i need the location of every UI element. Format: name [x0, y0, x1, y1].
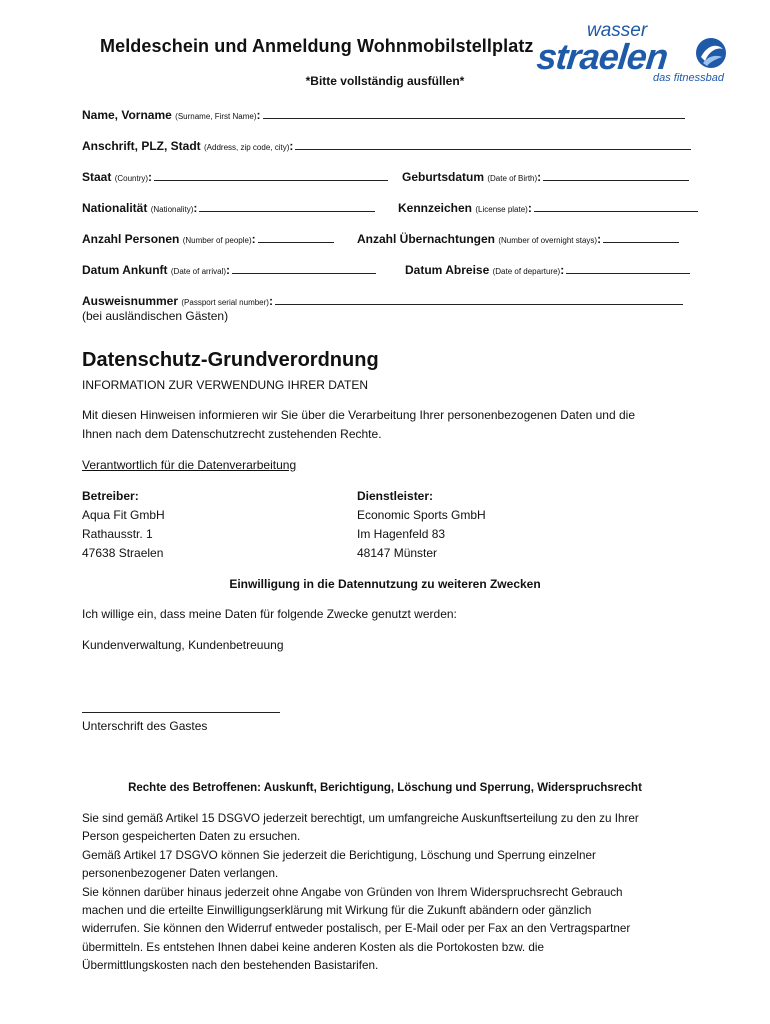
field-nationality-hint: (Nationality)	[150, 205, 194, 214]
field-country[interactable]: Staat (Country):	[82, 170, 388, 184]
logo-swoosh-icon	[695, 37, 727, 69]
field-persons-hint: (Number of people)	[182, 236, 252, 245]
page-title: Meldeschein und Anmeldung Wohnmobilstellplatz	[100, 36, 534, 56]
field-address-hint: (Address, zip code, city)	[204, 143, 290, 152]
field-nationality-line[interactable]	[199, 202, 375, 212]
rights-line: Person gespeicherten Daten zu ersuchen.	[82, 830, 301, 844]
field-nationality[interactable]: Nationalität (Nationality):	[82, 201, 375, 215]
field-name-hint: (Surname, First Name)	[175, 112, 257, 121]
rights-line: personenbezogener Daten verlangen.	[82, 867, 279, 881]
field-passport-line[interactable]	[275, 295, 683, 305]
logo-word-top: wasser	[587, 20, 648, 41]
field-arrival-hint: (Date of arrival)	[170, 267, 227, 276]
rights-line: Sie sind gemäß Artikel 15 DSGVO jederzeit berechtigt, um umfangreiche Auskunftserteilung zu den zu Ihrer	[82, 812, 639, 825]
field-arrival[interactable]: Datum Ankunft (Date of arrival):	[82, 263, 376, 277]
rights-line: Gemäß Artikel 17 DSGVO können Sie jederzeit die Berichtigung, Löschung und Sperrung einzelner	[82, 848, 596, 862]
field-plate[interactable]: Kennzeichen (License plate):	[398, 201, 698, 215]
field-nights-hint: (Number of overnight stays)	[498, 236, 598, 245]
consent-heading: Einwilligung in die Datennutzung zu weiteren Zwecken	[229, 577, 541, 591]
field-name-line[interactable]	[263, 109, 685, 119]
field-persons-line[interactable]	[258, 233, 334, 243]
field-departure-label: Datum Abreise	[405, 263, 490, 277]
field-address-label: Anschrift, PLZ, Stadt	[82, 139, 201, 153]
field-address[interactable]: Anschrift, PLZ, Stadt (Address, zip code, city):	[82, 139, 691, 153]
provider-line-3: 48147 Münster	[357, 546, 438, 560]
field-nights-label: Anzahl Übernachtungen	[357, 232, 496, 246]
rights-line: widerrufen. Sie können den Widerruf entweder postalisch, per E-Mail oder per Fax an den Vertragspartner	[82, 922, 631, 936]
signature-label: Unterschrift des Gastes	[82, 719, 208, 733]
field-country-hint: (Country)	[114, 174, 149, 183]
logo-word-main: straelen	[534, 36, 670, 77]
field-address-line[interactable]	[295, 140, 691, 150]
logo-tagline: das fitnessbad	[653, 72, 724, 84]
field-plate-hint: (License plate)	[475, 205, 528, 214]
provider-line-2: Im Hagenfeld 83	[357, 527, 446, 541]
rights-line: übermitteln. Es entstehen Ihnen dabei keine anderen Kosten als die Portokosten bzw. die	[82, 940, 544, 954]
page-subtitle: *Bitte vollständig ausfüllen*	[305, 74, 465, 88]
field-nights-line[interactable]	[603, 233, 679, 243]
field-country-line[interactable]	[154, 171, 388, 181]
rights-line: Übermittlungskosten nach den bestehenden Basistarifen.	[82, 959, 379, 973]
field-country-label: Staat	[82, 170, 112, 184]
consent-purpose: Kundenverwaltung, Kundenbetreuung	[82, 638, 284, 652]
provider-label: Dienstleister:	[357, 489, 434, 503]
field-nationality-label: Nationalität	[82, 201, 148, 215]
field-persons[interactable]: Anzahl Personen (Number of people):	[82, 232, 334, 246]
field-arrival-line[interactable]	[232, 264, 376, 274]
field-passport[interactable]: Ausweisnummer (Passport serial number):	[82, 294, 683, 308]
field-persons-label: Anzahl Personen	[82, 232, 180, 246]
rights-text	[82, 810, 639, 976]
signature-line[interactable]	[82, 712, 280, 713]
field-name[interactable]: Name, Vorname (Surname, First Name):	[82, 108, 685, 122]
responsible-heading: Verantwortlich für die Datenverarbeitung	[82, 458, 297, 472]
operator-line-1: Aqua Fit GmbH	[82, 508, 165, 522]
privacy-heading: Datenschutz-Grundverordnung	[82, 349, 379, 371]
field-birthdate-hint: (Date of Birth)	[487, 174, 538, 183]
field-name-label: Name, Vorname	[82, 108, 172, 122]
operator-line-2: Rathausstr. 1	[82, 527, 153, 541]
field-plate-label: Kennzeichen	[398, 201, 473, 215]
provider-line-1: Economic Sports GmbH	[357, 508, 486, 522]
field-departure[interactable]: Datum Abreise (Date of departure):	[405, 263, 690, 277]
field-nights[interactable]: Anzahl Übernachtungen (Number of overnight stays):	[357, 232, 679, 246]
field-birthdate-label: Geburtsdatum	[402, 170, 485, 184]
field-departure-line[interactable]	[566, 264, 690, 274]
field-arrival-label: Datum Ankunft	[82, 263, 168, 277]
operator-line-3: 47638 Straelen	[82, 546, 164, 560]
field-passport-hint: (Passport serial number)	[181, 298, 269, 307]
consent-text: Ich willige ein, dass meine Daten für folgende Zwecke genutzt werden:	[82, 607, 457, 621]
rights-heading: Rechte des Betroffenen: Auskunft, Berichtigung, Löschung und Sperrung, Widerspruchsrecht	[128, 782, 642, 794]
operator-label: Betreiber:	[82, 489, 139, 503]
field-birthdate-line[interactable]	[543, 171, 689, 181]
rights-line: machen und die erteilte Einwilligungserklärung mit Wirkung für die Zukunft abändern oder gänzlich	[82, 904, 592, 918]
field-birthdate[interactable]: Geburtsdatum (Date of Birth):	[402, 170, 689, 184]
privacy-intro-line-1: Mit diesen Hinweisen informieren wir Sie über die Verarbeitung Ihrer personenbezogenen Daten und die	[82, 408, 635, 422]
field-passport-label: Ausweisnummer	[82, 294, 179, 308]
rights-line: Sie können darüber hinaus jederzeit ohne Angabe von Gründen von Ihrem Widerspruchsrecht Gebrauch	[82, 885, 623, 899]
field-passport-note: (bei ausländischen Gästen)	[82, 309, 229, 323]
privacy-intro-line-2: Ihnen nach dem Datenschutzrecht zustehenden Rechte.	[82, 427, 382, 441]
field-departure-hint: (Date of departure)	[492, 267, 561, 276]
field-plate-line[interactable]	[534, 202, 698, 212]
privacy-info: INFORMATION ZUR VERWENDUNG IHRER DATEN	[82, 378, 369, 392]
